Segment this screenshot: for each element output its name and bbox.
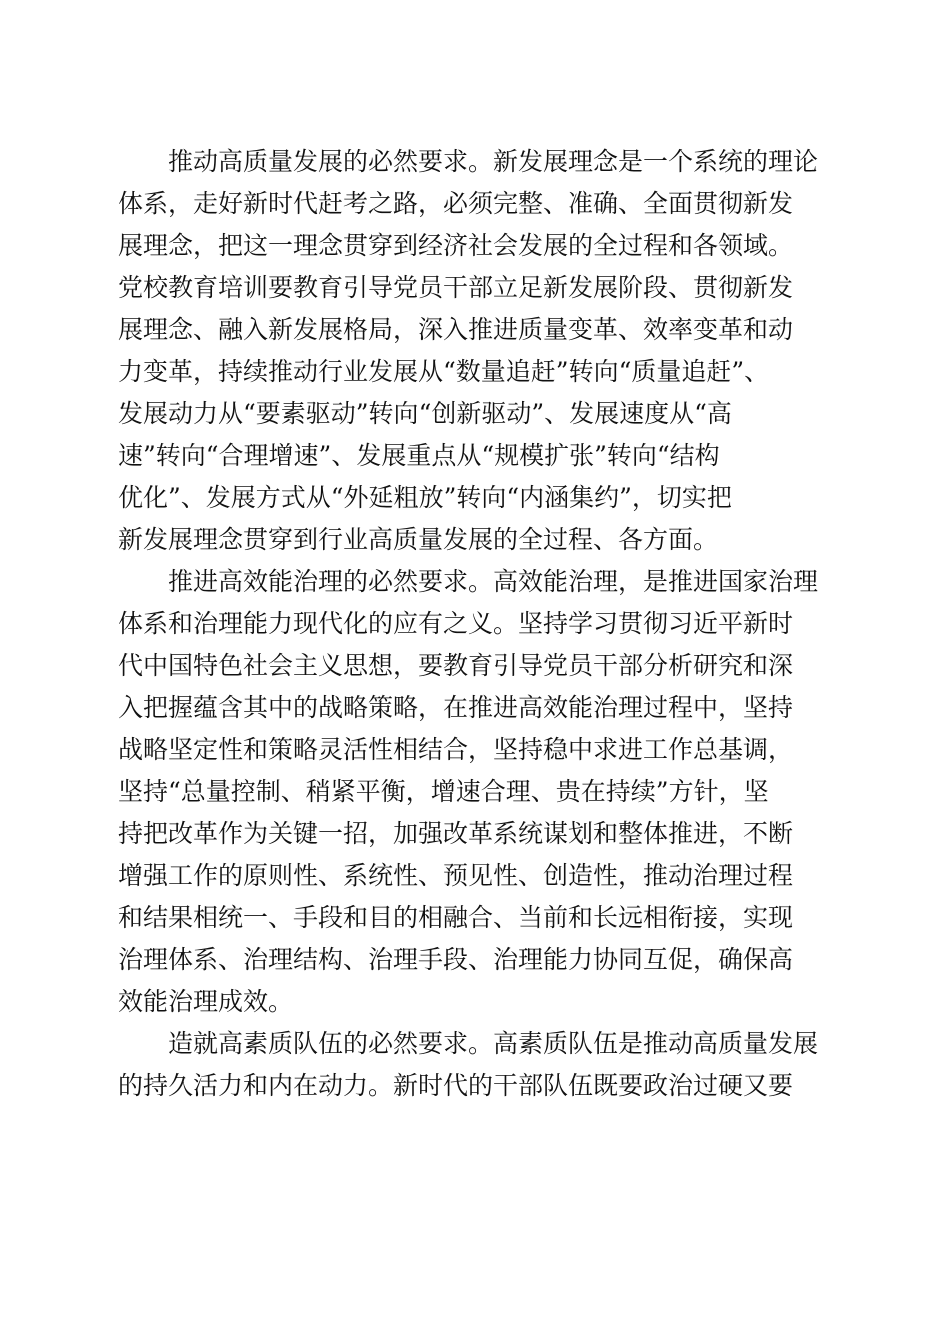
paragraph-2-line-1: 推进高效能治理的必然要求。高效能治理，是推进国家治理 <box>118 567 819 596</box>
paragraph-1-line-4: 党校教育培训要教育引导党员干部立足新发展阶段、贯彻新发 <box>118 273 794 302</box>
paragraph-1-line-10: 新发展理念贯穿到行业高质量发展的全过程、各方面。 <box>118 525 719 554</box>
paragraph-1-line-8: 速”转向“合理增速”、发展重点从“规模扩张”转向“结构 <box>118 441 720 470</box>
paragraph-2-line-9: 和结果相统一、手段和目的相融合、当前和长远相衔接，实现 <box>118 903 794 932</box>
paragraph-3-line-2: 的持久活力和内在动力。新时代的干部队伍既要政治过硬又要 <box>118 1071 794 1100</box>
paragraph-1-line-6: 力变革，持续推动行业发展从“数量追赶”转向“质量追赶”、 <box>118 357 770 386</box>
paragraph-2-line-3: 代中国特色社会主义思想，要教育引导党员干部分析研究和深 <box>118 651 794 680</box>
paragraph-2-line-5: 战略坚定性和策略灵活性相结合，坚持稳中求进工作总基调， <box>118 735 794 764</box>
paragraph-2-line-2: 体系和治理能力现代化的应有之义。坚持学习贯彻习近平新时 <box>118 609 794 638</box>
paragraph-1-line-7: 发展动力从“要素驱动”转向“创新驱动”、发展速度从“高 <box>118 399 732 428</box>
paragraph-2-line-7: 持把改革作为关键一招，加强改革系统谋划和整体推进，不断 <box>118 819 794 848</box>
paragraph-2-line-6: 坚持“总量控制、稍紧平衡，增速合理、贵在持续”方针，坚 <box>118 777 769 806</box>
paragraph-3-line-1: 造就高素质队伍的必然要求。高素质队伍是推动高质量发展 <box>118 1029 819 1058</box>
paragraph-2-line-8: 增强工作的原则性、系统性、预见性、创造性，推动治理过程 <box>118 861 794 890</box>
paragraph-2-line-4: 入把握蕴含其中的战略策略，在推进高效能治理过程中，坚持 <box>118 693 794 722</box>
paragraph-1-line-1: 推动高质量发展的必然要求。新发展理念是一个系统的理论 <box>118 147 819 176</box>
paragraph-1-line-2: 体系，走好新时代赶考之路，必须完整、准确、全面贯彻新发 <box>118 189 794 218</box>
paragraph-1-line-3: 展理念，把这一理念贯穿到经济社会发展的全过程和各领域。 <box>118 231 794 260</box>
paragraph-1-line-9: 优化”、发展方式从“外延粗放”转向“内涵集约”，切实把 <box>118 483 732 512</box>
paragraph-2-line-11: 效能治理成效。 <box>118 987 294 1016</box>
paragraph-1-line-5: 展理念、融入新发展格局，深入推进质量变革、效率变革和动 <box>118 315 794 344</box>
paragraph-2-line-10: 治理体系、治理结构、治理手段、治理能力协同互促，确保高 <box>118 945 794 974</box>
